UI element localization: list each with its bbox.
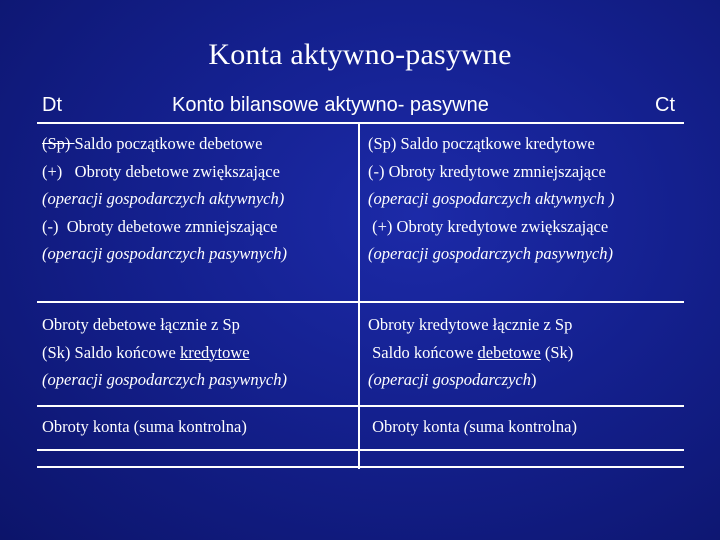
credit-increase-note: (operacji gospodarczych pasywnych) <box>368 244 613 263</box>
debit-closing-balance-row: (Sk) Saldo końcowe kredytowe <box>42 342 250 362</box>
debit-turnover-total-row: Obroty debetowe łącznie z Sp <box>42 315 240 334</box>
column-divider <box>358 124 360 469</box>
debit-closing-note: (operacji gospodarczych pasywnych) <box>42 370 287 389</box>
bottom-divider <box>37 466 684 468</box>
debit-opening-balance-row: (Sp) Saldo początkowe debetowe <box>42 134 263 153</box>
credit-decrease-row: (-) Obroty kredytowe zmniejszające <box>368 161 606 181</box>
debit-decrease-note: (operacji gospodarczych pasywnych) <box>42 244 287 263</box>
top-divider <box>37 122 684 124</box>
credit-control-sum: Obroty konta (suma kontrolna) <box>368 417 577 436</box>
credit-section-2 <box>368 311 573 394</box>
debit-header: Dt <box>42 94 62 116</box>
section-divider-3 <box>37 449 684 451</box>
debit-control-sum: Obroty konta (suma kontrolna) <box>42 417 247 436</box>
debit-section-2 <box>42 311 287 394</box>
credit-increase-row: (+) Obroty kredytowe zwiększające <box>368 216 609 236</box>
page-title: Konta aktywno-pasywne <box>208 38 512 71</box>
credit-closing-balance-row: Saldo końcowe debetowe (Sk) <box>368 342 574 362</box>
credit-turnover-total-row: Obroty kredytowe łącznie z Sp <box>368 315 573 334</box>
debit-decrease-row: (-) Obroty debetowe zmniejszające <box>42 216 278 236</box>
debit-increase-row: (+) Obroty debetowe zwiększające <box>42 161 280 181</box>
debit-section-1 <box>42 130 287 268</box>
account-header: Konto bilansowe aktywno- pasywne <box>172 94 489 116</box>
credit-section-1 <box>368 130 614 268</box>
credit-opening-balance-row: (Sp) Saldo początkowe kredytowe <box>368 134 595 153</box>
credit-closing-note: (operacji gospodarczych) <box>368 370 537 389</box>
debit-increase-note: (operacji gospodarczych aktywnych) <box>42 189 285 208</box>
section-divider-1 <box>37 301 684 303</box>
credit-header: Ct <box>655 94 675 116</box>
section-divider-2 <box>37 405 684 407</box>
credit-decrease-note: (operacji gospodarczych aktywnych ) <box>368 189 615 208</box>
